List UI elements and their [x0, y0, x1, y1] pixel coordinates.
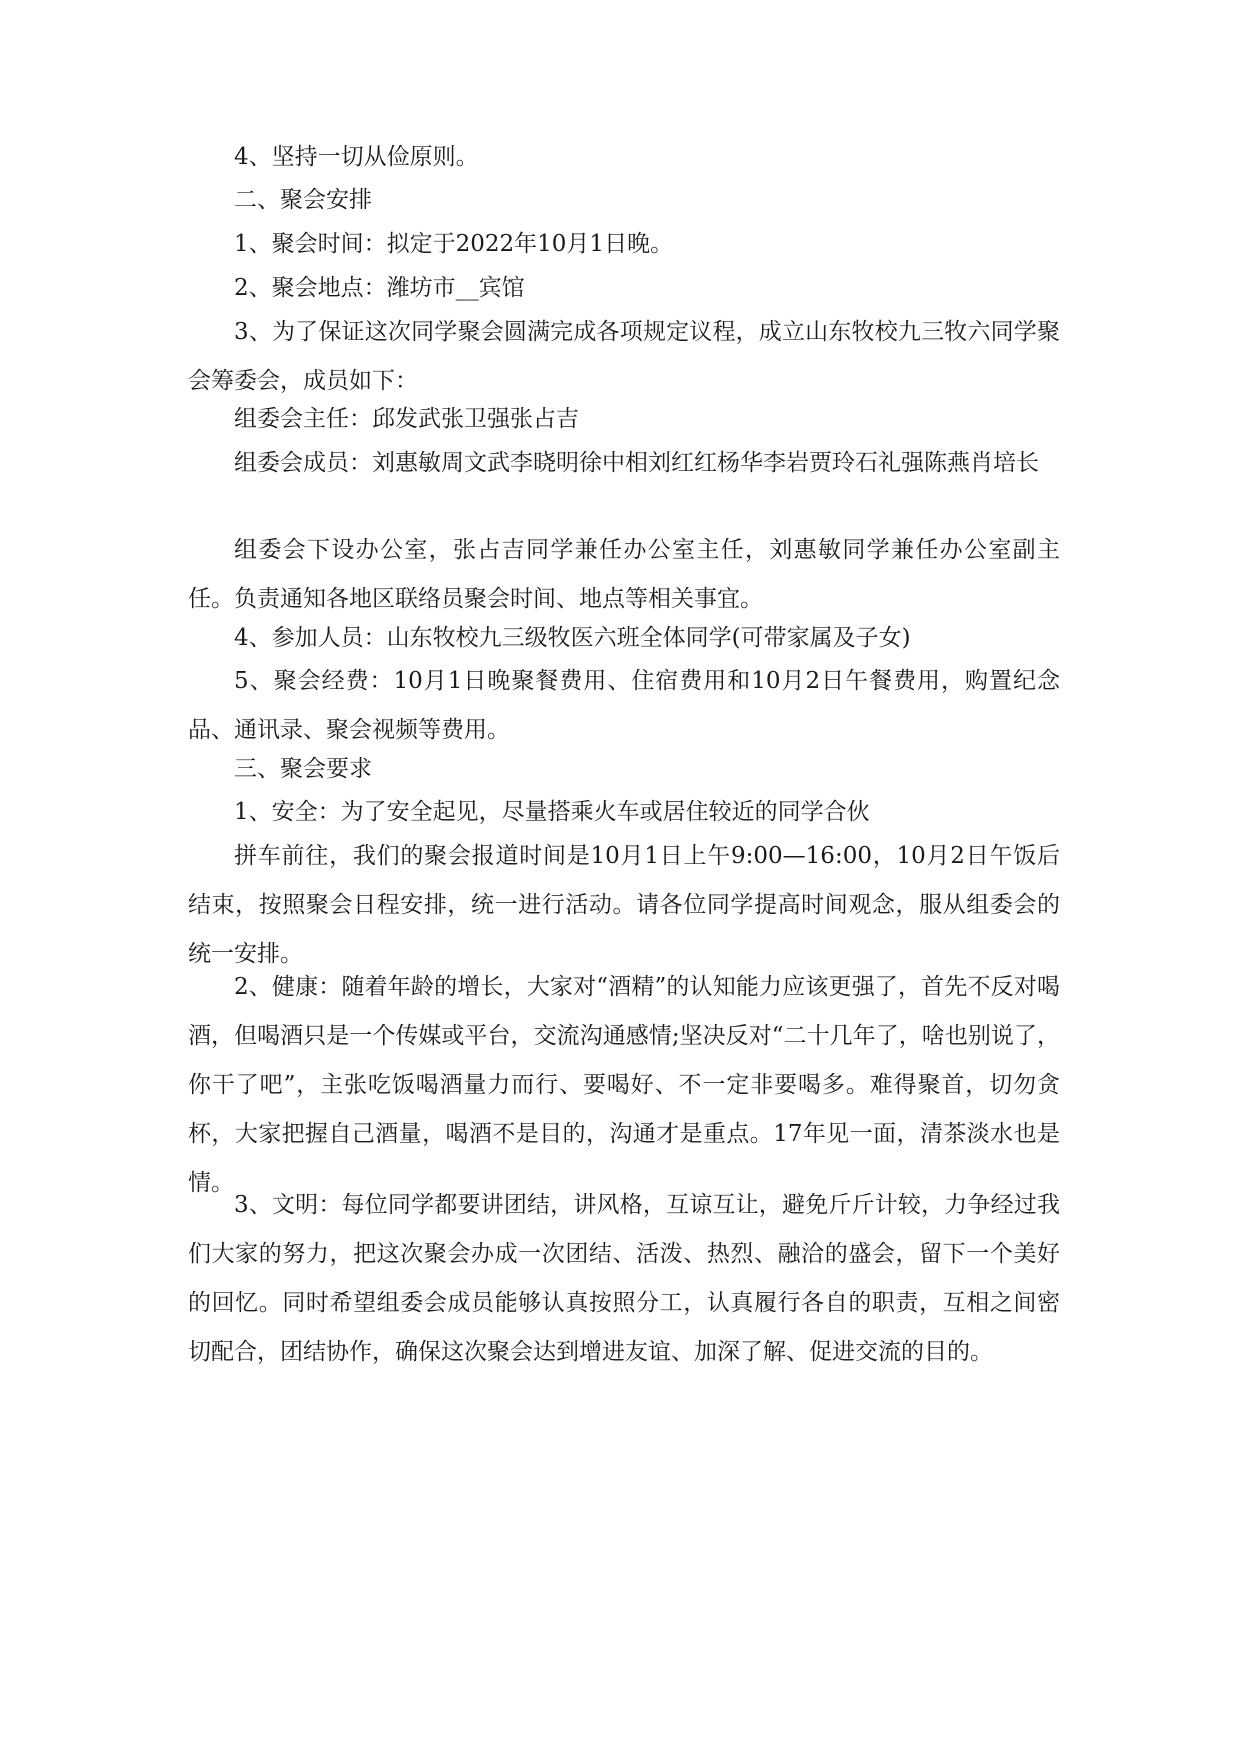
paragraph-committee-members: 组委会成员：刘惠敏周文武李晓明徐中相刘红红杨华李岩贾玲石礼强陈燕肖培长: [234, 450, 1039, 476]
heading-section-3: 三、聚会要求: [234, 756, 372, 782]
paragraph-safety: 1、安全：为了安全起见，尽量搭乘火车或居住较近的同学合伙: [234, 799, 870, 825]
paragraph-time: 1、聚会时间：拟定于2022年10月1日晚。: [234, 231, 674, 257]
heading-section-2: 二、聚会安排: [234, 187, 372, 213]
paragraph-office: 组委会下设办公室，张占吉同学兼任办公室主任，刘惠敏同学兼任办公室副主任。负责通知各地区联络员聚会时间、地点等相关事宜。: [188, 537, 1060, 612]
paragraph-location: 2、聚会地点：潍坊市__宾馆: [234, 275, 525, 301]
paragraph-funding: 5、聚会经费：10月1日晚聚餐费用、住宿费用和10月2日午餐费用，购置纪念品、通讯录、聚会视频等费用。: [188, 668, 1060, 743]
paragraph-committee: 3、为了保证这次同学聚会圆满完成各项规定议程，成立山东牧校九三牧六同学聚会筹委会，成员如下：: [188, 319, 1060, 394]
paragraph-schedule: 拼车前往，我们的聚会报道时间是10月1日上午9:00—16:00，10月2日午饭后结束，按照聚会日程安排，统一进行活动。请各位同学提高时间观念，服从组委会的统一安排。: [188, 843, 1060, 967]
paragraph-committee-director: 组委会主任：邱发武张卫强张占吉: [234, 406, 579, 432]
paragraph-participants: 4、参加人员：山东牧校九三级牧医六班全体同学(可带家属及子女): [234, 625, 911, 651]
paragraph-principle-4: 4、坚持一切从俭原则。: [234, 144, 479, 170]
paragraph-civility: 3、文明：每位同学都要讲团结，讲风格，互谅互让，避免斤斤计较，力争经过我们大家的努力，把这次聚会办成一次团结、活泼、热烈、融洽的盛会，留下一个美好的回忆。同时希望组委会成员能够认真按照分工，认真履行各自的职责，互相之间密切配合，团结协作，确保这次聚会达到增进友谊、加深了解、促进交流的目的。: [188, 1192, 1060, 1365]
paragraph-health: 2、健康：随着年龄的增长，大家对“酒精”的认知能力应该更强了，首先不反对喝酒，但喝酒只是一个传媒或平台，交流沟通感情;坚决反对“二十几年了，啥也别说了，你干了吧”，主张吃饭喝酒量力而行、要喝好、不一定非要喝多。难得聚首，切勿贪杯，大家把握自己酒量，喝酒不是目的，沟通才是重点。17年见一面，清茶淡水也是情。: [188, 974, 1060, 1196]
